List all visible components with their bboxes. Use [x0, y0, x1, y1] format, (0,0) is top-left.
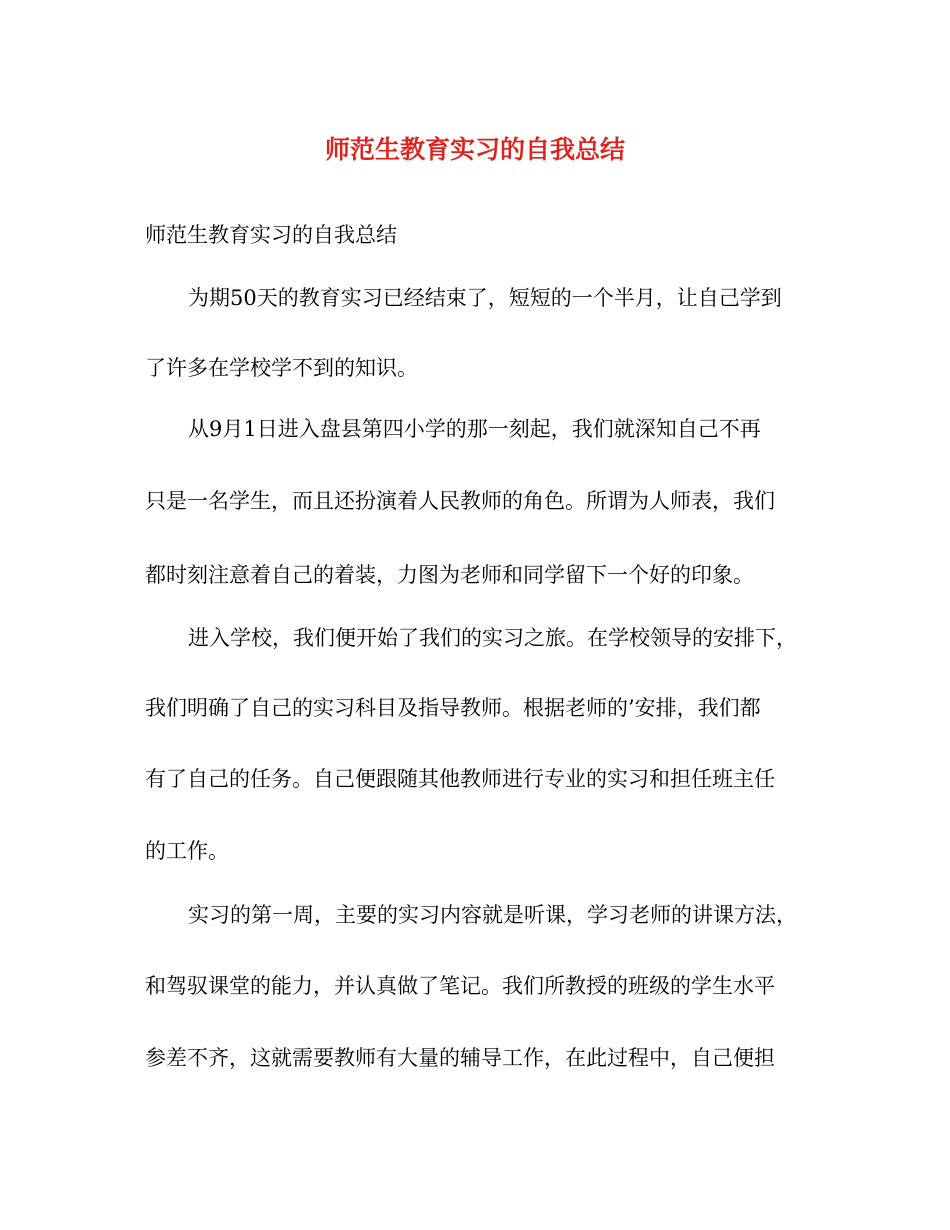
- paragraph-line: 为期50天的教育实习已经结束了，短短的一个半月，让自己学到: [188, 286, 782, 310]
- paragraph-line: 都时刻注意着自己的着装，力图为老师和同学留下一个好的印象。: [145, 563, 754, 587]
- paragraph-line: 的工作。: [145, 839, 229, 863]
- paragraph-line: 进入学校，我们便开始了我们的实习之旅。在学校领导的安排下，: [188, 626, 797, 650]
- paragraph-line: 有了自己的任务。自己便跟随其他教师进行专业的实习和担任班主任: [145, 767, 775, 791]
- page-title: 师范生教育实习的自我总结: [324, 135, 625, 164]
- paragraph-line: 我们明确了自己的实习科目及指导教师。根据老师的’安排，我们都: [145, 696, 761, 720]
- paragraph-line: 从9月1日进入盘县第四小学的那一刻起，我们就深知自己不再: [188, 417, 761, 441]
- subtitle-line: 师范生教育实习的自我总结: [145, 223, 397, 247]
- paragraph-line: 和驾驭课堂的能力，并认真做了笔记。我们所教授的班级的学生水平: [145, 974, 775, 998]
- paragraph-line: 只是一名学生，而且还扮演着人民教师的角色。所谓为人师表，我们: [145, 489, 775, 513]
- paragraph-line: 了许多在学校学不到的知识。: [145, 356, 418, 380]
- paragraph-line: 参差不齐，这就需要教师有大量的辅导工作，在此过程中，自己便担: [145, 1046, 775, 1070]
- paragraph-line: 实习的第一周，主要的实习内容就是听课，学习老师的讲课方法，: [188, 903, 797, 927]
